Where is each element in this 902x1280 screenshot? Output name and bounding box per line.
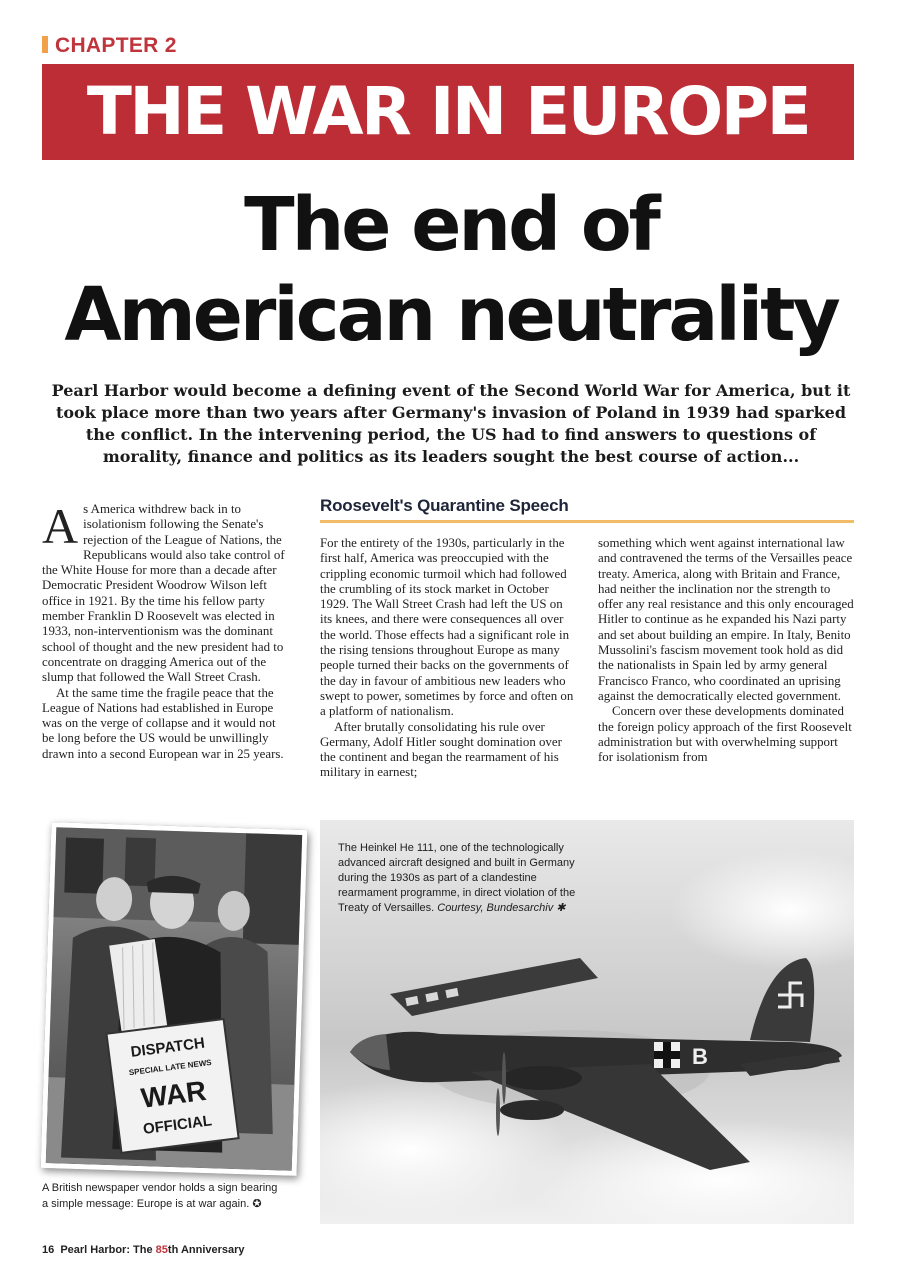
paragraph: After brutally consolidating his rule over Germany, Adolf Hitler sought domination over the continent and began the rearmament of his military in earnest; (320, 719, 562, 780)
headline-line-1: The end of (244, 182, 658, 268)
paragraph: At the same time the fragile peace that the League of Nations had established in Europe was on the verge of collapse and it would not be long before the US would be unwillingly drawn into a second European war in 25 years. (42, 685, 284, 761)
chapter-label (42, 34, 177, 58)
caption-text: The Heinkel He 111, one of the technologically advanced aircraft designed and built in Germany during the 1930s as part of a clandestine rearmament programme, in direct violation of the Treaty of Versailles. (338, 842, 576, 914)
photo-caption-left: A British newspaper vendor holds a sign bearing a simple message: Europe is at war again. ✪ (42, 1182, 278, 1210)
sign-line-1: DISPATCH (129, 1034, 206, 1061)
sign-line-2: SPECIAL LATE NEWS (128, 1057, 213, 1078)
body-column-1 (42, 498, 288, 762)
body-column-2 (320, 536, 578, 781)
body-column-3 (598, 536, 856, 765)
banner-title: THE WAR IN EUROPE (86, 73, 810, 150)
drop-cap: A (42, 498, 79, 554)
newspaper-vendor-image (46, 827, 302, 1171)
footer-title-post: th Anniversary (167, 1244, 245, 1256)
paragraph: something which went against international law and contravened the terms of the Versailles peace treaty. America, along with Britain and France, had neither the inclination nor the strength to offer any real resistance and this only encouraged Hitler to continue as he expanded his Nazi party and set about building an empire. In Italy, Benito Mussolini's fascism movement took hold as did the nationalists in Spain led by army general Francisco Franco, who coordinated an uprising against the democratically elected government. (598, 536, 854, 703)
photo-caption-right (338, 841, 598, 916)
fuselage-code: B (692, 1044, 708, 1069)
footer-title-pre: Pearl Harbor: The (60, 1244, 156, 1256)
chapter-banner (42, 64, 854, 160)
paragraph-text: s America withdrew back in to isolationism following the Senate's rejection of the League of Nations, the Republicans would also take control of the White House for more than a decade after Democratic President Woodrow Wilson left office in 1921. By the time his fellow party member Franklin D Roosevelt was elected in 1933, non-interventionism was the dominant school of thought and the new president had to concentrate on dragging America out of the slump that followed the Wall Street Crash. (42, 502, 285, 685)
page-headline (30, 180, 872, 360)
sign-line-3: WAR (139, 1074, 208, 1114)
standfirst: Pearl Harbor would become a defining event of the Second World War for America, but it took place more than two years after Germany's invasion of Poland in 1939 had sparked the conflict. In the intervening period, the US had to find answers to questions of morality, finance and politics as its leaders sought the best course of action... (51, 381, 851, 466)
footer-title-accent: 85 (155, 1244, 168, 1256)
chapter-marker (42, 36, 48, 53)
section-heading: Roosevelt's Quarantine Speech (320, 496, 854, 523)
newspaper-vendor-photo (41, 822, 308, 1176)
sign-line-4: OFFICIAL (142, 1112, 213, 1138)
paragraph: For the entirety of the 1930s, particularly in the first half, America was preoccupied with the crippling economic turmoil which had followed the crumbling of its stock market in October 1929. The Wall Street Crash had left the US on its knees, and there were consequences all over the world. Those effects had a significant role in the rising tensions throughout Europe as many people turned their backs on the governments of the day in favour of ambitious new leaders who swept to power, sometimes by force and often on a platform of nationalism. (320, 536, 574, 719)
page-number: 16 (42, 1244, 55, 1256)
headline-line-2: American neutrality (64, 272, 838, 358)
paragraph (42, 498, 288, 686)
photo-credit: Courtesy, Bundesarchiv ✱ (437, 902, 566, 914)
paragraph: Concern over these developments dominated the foreign policy approach of the first Roosevelt administration but with overwhelming support for isolationism from (598, 704, 852, 765)
page-footer (42, 1244, 245, 1256)
chapter-text: CHAPTER 2 (55, 34, 177, 57)
